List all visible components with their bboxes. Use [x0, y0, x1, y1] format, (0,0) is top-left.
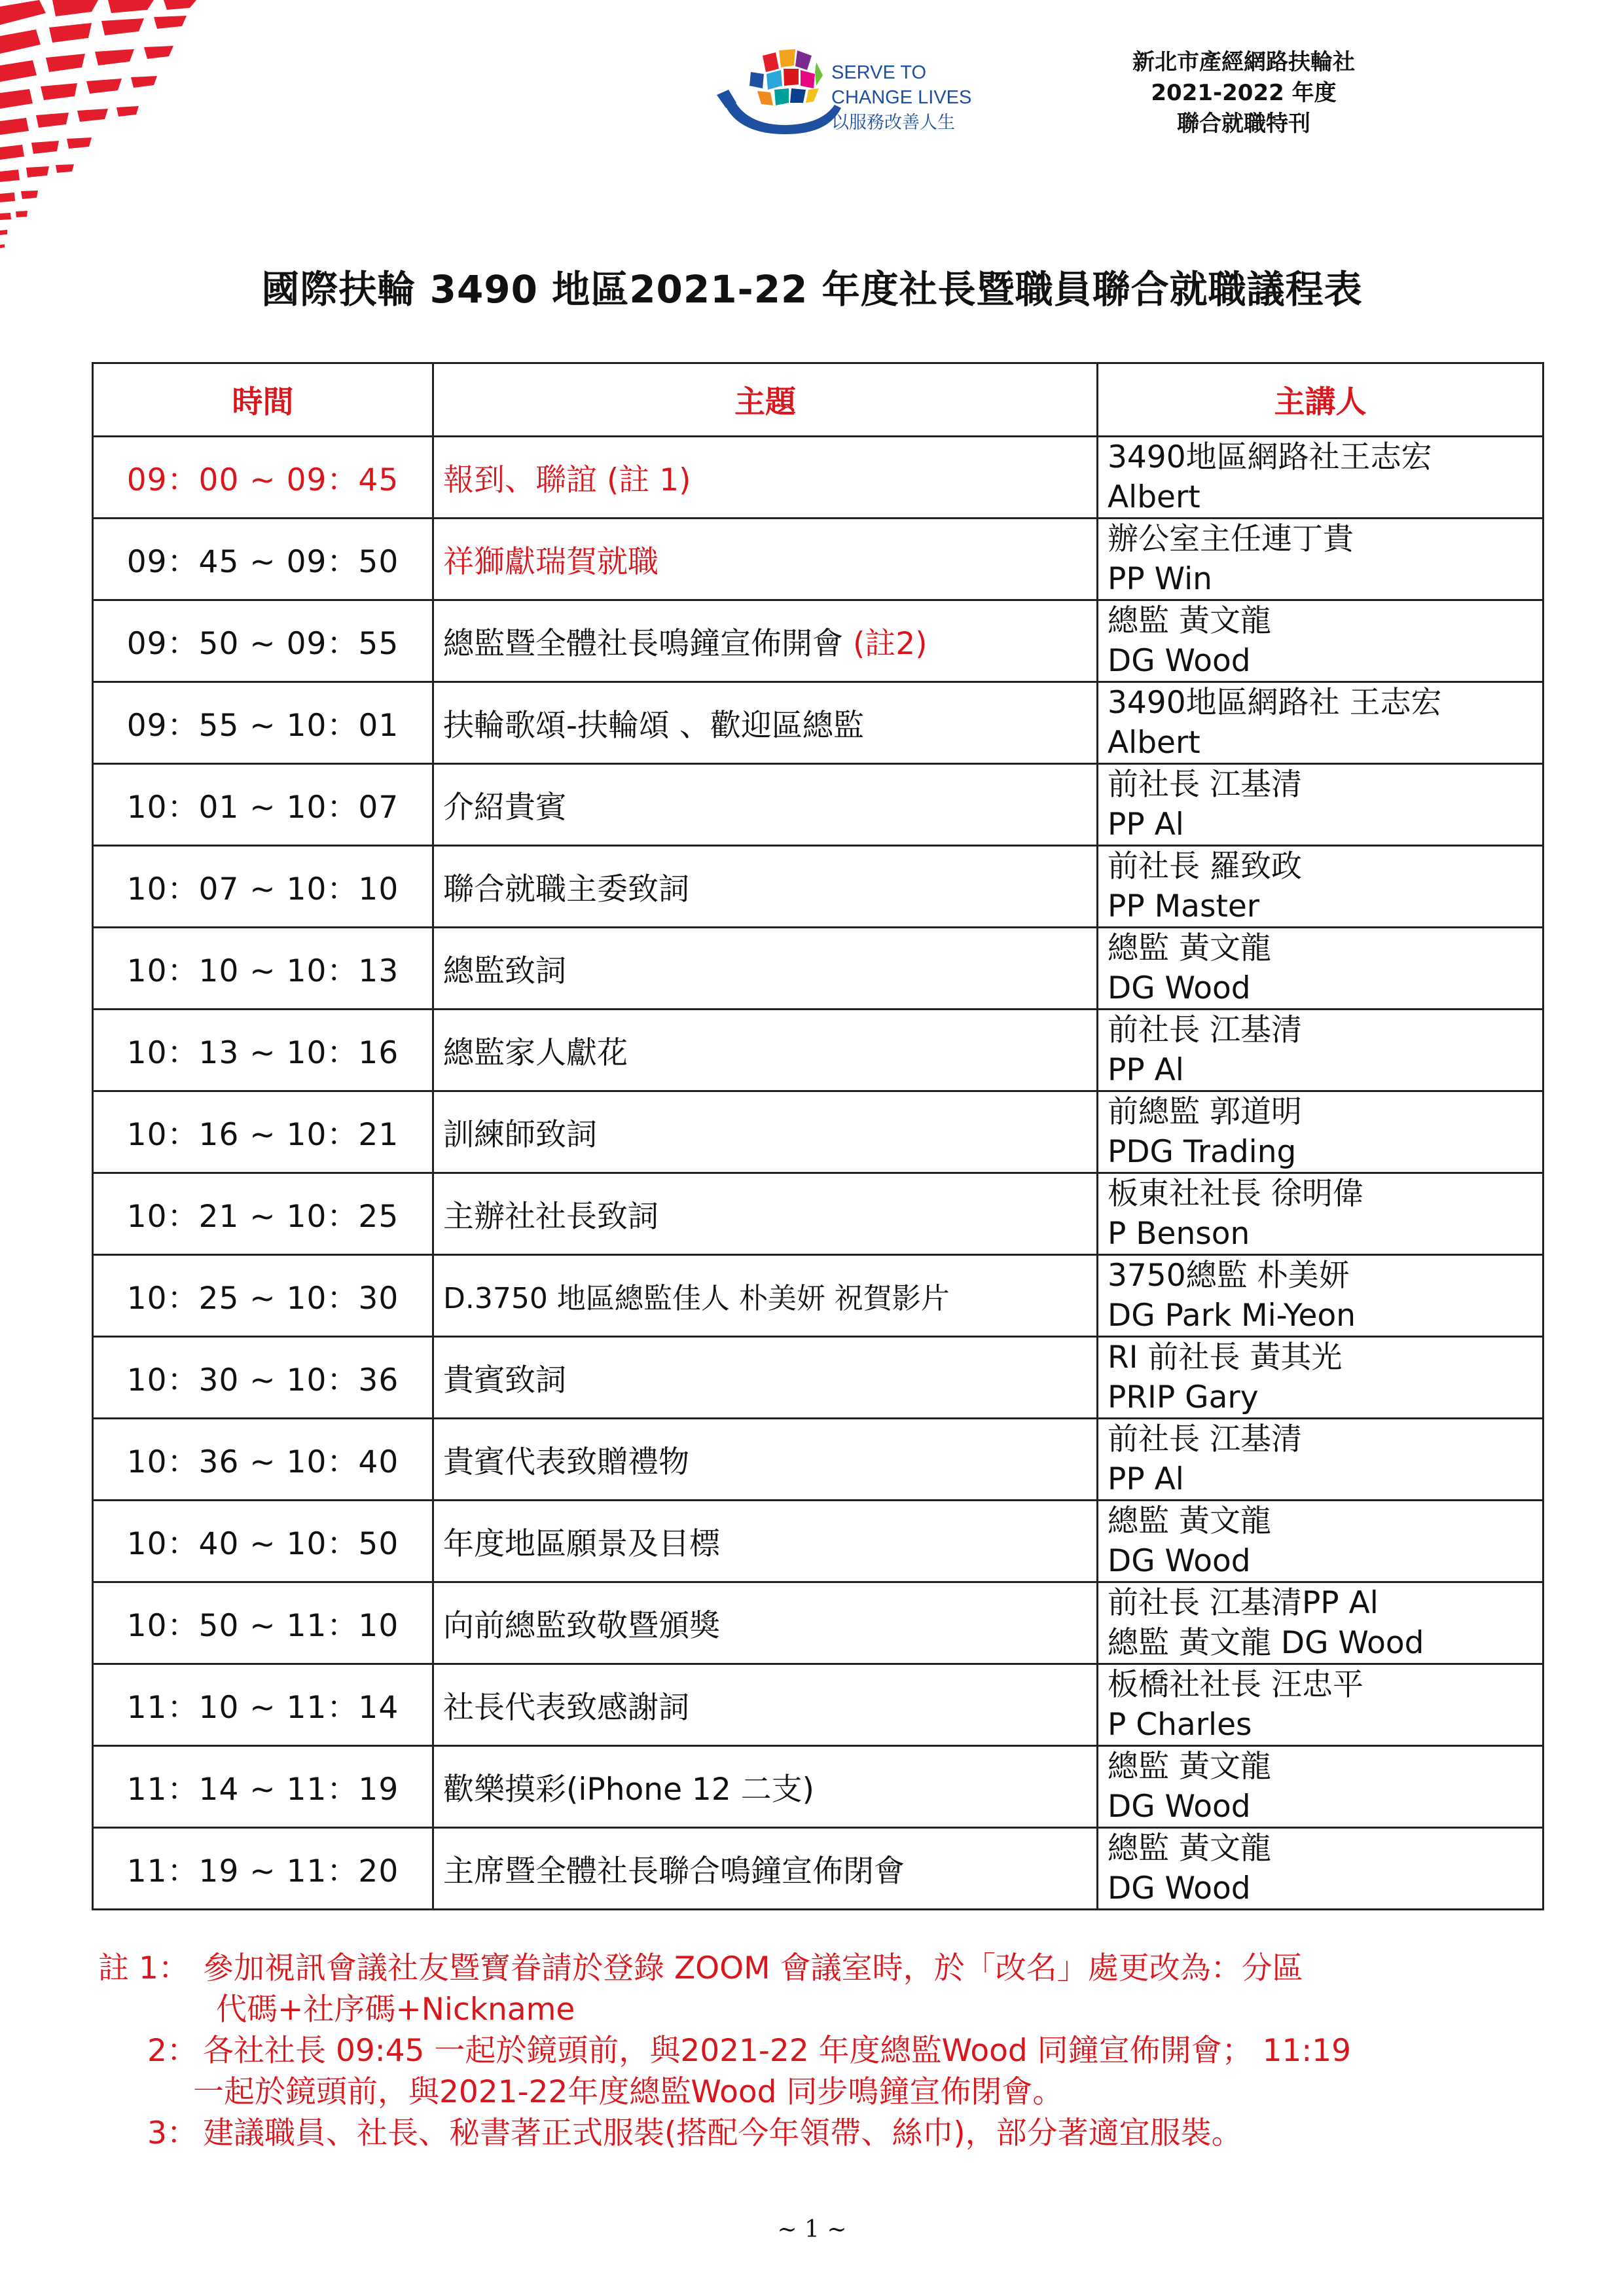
speaker-title: PP Al	[1108, 1052, 1184, 1088]
row-topic: 主辦社社長致詞	[433, 1173, 1098, 1255]
table-row	[93, 1746, 1543, 1828]
note-1	[98, 1948, 1545, 2030]
note-2-line-2: 一起於鏡頭前，與2021-22年度總監Wood 同步鳴鐘宣佈閉會。	[193, 2074, 1064, 2110]
note-3-label: 3：	[147, 2115, 198, 2151]
row-topic: 向前總監致敬暨頒獎	[433, 1582, 1098, 1664]
speaker-title: PP Win	[1108, 561, 1212, 597]
table-row	[93, 1501, 1543, 1582]
table-row	[93, 764, 1543, 846]
speaker-name: 總監 黃文龍	[1108, 1749, 1271, 1785]
topic-note: (註2)	[852, 625, 928, 662]
page-number: ~ 1 ~	[777, 2216, 847, 2243]
speaker-name: 總監 黃文龍	[1108, 1503, 1271, 1539]
row-speaker	[1098, 928, 1543, 1010]
speaker-name: RI 前社長 黃其光	[1108, 1339, 1343, 1376]
table-row	[93, 519, 1543, 600]
table-row	[93, 1173, 1543, 1255]
row-topic: 訓練師致詞	[433, 1091, 1098, 1173]
speaker-name: 3750總監 朴美妍	[1108, 1258, 1350, 1294]
row-time: 09：50 ~ 09：55	[93, 600, 433, 682]
row-speaker	[1098, 1010, 1543, 1091]
row-time: 10：21 ~ 10：25	[93, 1173, 433, 1255]
logo-line-3: 以服務改善人生	[831, 113, 955, 132]
logo-line-1: SERVE TO	[831, 62, 927, 83]
speaker-name: 板東社社長 徐明偉	[1108, 1176, 1363, 1212]
speaker-title: DG Wood	[1108, 1789, 1251, 1825]
row-time: 10：16 ~ 10：21	[93, 1091, 433, 1173]
club-name: 新北市產經網路扶輪社	[1132, 49, 1355, 75]
table-row	[93, 1419, 1543, 1501]
topic-text: 總監暨全體社長鳴鐘宣佈開會	[443, 625, 843, 662]
row-topic: 報到、聯誼 (註 1)	[433, 437, 1098, 519]
speaker-title: 總監 黃文龍 DG Wood	[1108, 1625, 1424, 1661]
header-speaker: 主講人	[1098, 363, 1543, 437]
speaker-name: 總監 黃文龍	[1108, 603, 1271, 639]
row-time: 11：19 ~ 11：20	[93, 1828, 433, 1910]
speaker-name: 辦公室主任連丁貴	[1108, 521, 1354, 557]
row-time: 10：30 ~ 10：36	[93, 1337, 433, 1419]
row-topic	[433, 600, 1098, 682]
row-topic: 祥獅獻瑞賀就職	[433, 519, 1098, 600]
speaker-title: PRIP Gary	[1108, 1379, 1259, 1415]
row-topic: 主席暨全體社長聯合鳴鐘宣佈閉會	[433, 1828, 1098, 1910]
row-time: 11：10 ~ 11：14	[93, 1664, 433, 1746]
row-speaker	[1098, 846, 1543, 928]
row-time: 11：14 ~ 11：19	[93, 1746, 433, 1828]
row-time: 09：00 ~ 09：45	[93, 437, 433, 519]
row-speaker	[1098, 1091, 1543, 1173]
speaker-title: DG Park Mi-Yeon	[1108, 1298, 1356, 1334]
note-2	[98, 2030, 1545, 2113]
table-row	[93, 437, 1543, 519]
row-topic: 年度地區願景及目標	[433, 1501, 1098, 1582]
issue-name: 聯合就職特刊	[1177, 111, 1310, 137]
speaker-title: P Charles	[1108, 1707, 1252, 1743]
speaker-title: PP Master	[1108, 888, 1260, 924]
speaker-name: 3490地區網路社 王志宏	[1108, 685, 1442, 721]
table-row	[93, 1010, 1543, 1091]
row-topic: D.3750 地區總監佳人 朴美妍 祝賀影片	[433, 1255, 1098, 1337]
row-topic: 貴賓代表致贈禮物	[433, 1419, 1098, 1501]
row-speaker	[1098, 1746, 1543, 1828]
row-speaker	[1098, 1664, 1543, 1746]
speaker-name: 前社長 江基清	[1108, 767, 1302, 803]
row-speaker	[1098, 437, 1543, 519]
speaker-title: DG Wood	[1108, 1870, 1251, 1906]
speaker-title: DG Wood	[1108, 970, 1251, 1006]
row-topic: 社長代表致感謝詞	[433, 1664, 1098, 1746]
table-row	[93, 1255, 1543, 1337]
row-speaker	[1098, 682, 1543, 764]
speaker-name: 前社長 江基清	[1108, 1012, 1302, 1048]
speaker-name: 前總監 郭道明	[1108, 1094, 1302, 1130]
notes-section	[98, 1948, 1545, 2154]
row-time: 10：25 ~ 10：30	[93, 1255, 433, 1337]
table-row	[93, 1582, 1543, 1664]
speaker-title: PP Al	[1108, 807, 1184, 843]
logo-line-2: CHANGE LIVES	[831, 87, 972, 108]
club-header	[1054, 47, 1434, 139]
row-topic: 介紹貴賓	[433, 764, 1098, 846]
row-speaker	[1098, 600, 1543, 682]
row-topic: 貴賓致詞	[433, 1337, 1098, 1419]
speaker-title: P Benson	[1108, 1216, 1250, 1252]
note-3-line-1: 建議職員、社長、秘書著正式服裝(搭配今年領帶、絲巾)，部分著適宜服裝。	[203, 2115, 1242, 2151]
table-row	[93, 1828, 1543, 1910]
note-2-line-1: 各社社長 09:45 一起於鏡頭前，與2021-22 年度總監Wood 同鐘宣佈開會； 11:19	[203, 2033, 1352, 2069]
speaker-name: 前社長 江基清PP Al	[1108, 1585, 1379, 1621]
table-row	[93, 1337, 1543, 1419]
speaker-name: 總監 黃文龍	[1108, 1831, 1271, 1867]
speaker-name: 前社長 江基清	[1108, 1421, 1302, 1457]
table-row	[93, 600, 1543, 682]
row-topic: 歡樂摸彩(iPhone 12 二支)	[433, 1746, 1098, 1828]
note-2-label: 2：	[147, 2033, 198, 2069]
speaker-title: DG Wood	[1108, 643, 1251, 679]
speaker-name: 總監 黃文龍	[1108, 930, 1271, 966]
row-speaker	[1098, 1173, 1543, 1255]
speaker-title: DG Wood	[1108, 1543, 1251, 1579]
header-time: 時間	[93, 363, 433, 437]
row-speaker	[1098, 1828, 1543, 1910]
row-topic: 總監致詞	[433, 928, 1098, 1010]
table-row	[93, 1091, 1543, 1173]
row-topic: 聯合就職主委致詞	[433, 846, 1098, 928]
table-row	[93, 682, 1543, 764]
table-row	[93, 928, 1543, 1010]
row-speaker	[1098, 764, 1543, 846]
row-time: 10：40 ~ 10：50	[93, 1501, 433, 1582]
club-year: 2021-2022 年度	[1151, 80, 1337, 106]
table-row	[93, 846, 1543, 928]
row-speaker	[1098, 1419, 1543, 1501]
row-speaker	[1098, 1255, 1543, 1337]
table-row	[93, 1664, 1543, 1746]
row-time: 10：36 ~ 10：40	[93, 1419, 433, 1501]
note-1-line-1: 參加視訊會議社友暨寶眷請於登錄 ZOOM 會議室時，於「改名」處更改為：分區	[203, 1950, 1303, 1986]
speaker-title: PP Al	[1108, 1461, 1184, 1497]
row-time: 10：13 ~ 10：16	[93, 1010, 433, 1091]
table-header-row	[93, 363, 1543, 437]
speaker-name: 前社長 羅致政	[1108, 848, 1302, 884]
speaker-title: Albert	[1108, 479, 1200, 515]
header-topic: 主題	[433, 363, 1098, 437]
speaker-name: 板橋社社長 汪忠平	[1108, 1667, 1363, 1703]
row-time: 09：45 ~ 09：50	[93, 519, 433, 600]
speaker-title: PDG Trading	[1108, 1134, 1297, 1170]
row-time: 09：55 ~ 10：01	[93, 682, 433, 764]
row-time: 10：01 ~ 10：07	[93, 764, 433, 846]
note-1-line-2: 代碼+社序碼+Nickname	[216, 1992, 575, 2028]
document-title: 國際扶輪 3490 地區2021-22 年度社長暨職員聯合就職議程表	[261, 267, 1363, 312]
note-1-label: 註 1：	[98, 1950, 189, 1986]
row-speaker	[1098, 519, 1543, 600]
row-topic: 扶輪歌頌-扶輪頌 、歡迎區總監	[433, 682, 1098, 764]
row-time: 10：10 ~ 10：13	[93, 928, 433, 1010]
row-speaker	[1098, 1337, 1543, 1419]
logo-text	[831, 60, 971, 135]
row-speaker	[1098, 1501, 1543, 1582]
speaker-name: 3490地區網路社王志宏	[1108, 439, 1432, 475]
agenda-table	[92, 362, 1544, 1910]
speaker-title: Albert	[1108, 725, 1200, 761]
note-3	[98, 2113, 1545, 2154]
row-speaker	[1098, 1582, 1543, 1664]
row-time: 10：50 ~ 11：10	[93, 1582, 433, 1664]
row-topic: 總監家人獻花	[433, 1010, 1098, 1091]
row-time: 10：07 ~ 10：10	[93, 846, 433, 928]
